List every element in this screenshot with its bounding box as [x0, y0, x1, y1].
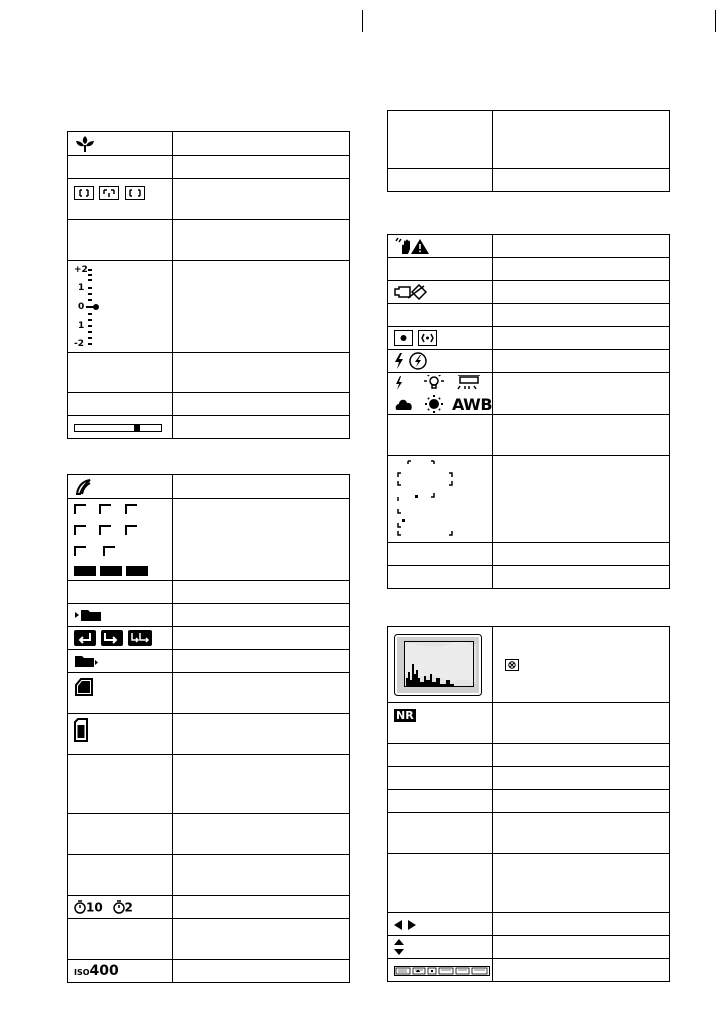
blank-cell [388, 854, 493, 913]
desc-cell [173, 896, 350, 919]
desc-cell [493, 703, 670, 744]
battery-warning-cell [388, 281, 493, 304]
image-size-frame-icons [74, 502, 154, 578]
blank-cell [68, 855, 173, 896]
desc-cell [173, 755, 350, 814]
desc-cell [493, 169, 670, 192]
desc-cell [173, 855, 350, 896]
desc-cell [493, 111, 670, 169]
indicator-table-5 [387, 626, 670, 982]
picture-effect-bar-icon [394, 966, 490, 976]
flash-cell [388, 350, 493, 373]
blank-cell [388, 790, 493, 813]
zoom-bar-cell [68, 416, 173, 439]
exposure-scale-icon [74, 265, 114, 349]
blank-cell [388, 304, 493, 327]
blank-cell [68, 353, 173, 393]
desc-cell [493, 235, 670, 258]
self-timer-10-label: 10 [86, 900, 103, 915]
flash-mode-icons [394, 352, 430, 370]
desc-cell [493, 854, 670, 913]
crop-mark-right [715, 10, 716, 32]
histogram-icon [394, 634, 482, 696]
desc-cell [493, 566, 670, 589]
blank-cell [388, 258, 493, 281]
effect-bar-cell [388, 959, 493, 982]
blank-cell [388, 566, 493, 589]
desc-cell [173, 919, 350, 960]
self-timer-icon [74, 900, 133, 915]
arrows-lr-cell [388, 913, 493, 936]
nr-label: NR [396, 709, 414, 722]
desc-cell [173, 179, 350, 220]
desc-cell [173, 475, 350, 499]
desc-cell [173, 960, 350, 983]
blank-cell [388, 744, 493, 767]
blank-cell [388, 543, 493, 566]
blank-cell [388, 813, 493, 854]
blank-cell [388, 169, 493, 192]
blank-cell [388, 415, 493, 456]
blank-cell [68, 393, 173, 416]
blank-cell [68, 156, 173, 179]
blank-cell [68, 220, 173, 261]
iso-cell [68, 960, 173, 983]
desc-cell [493, 415, 670, 456]
card-cell [68, 714, 173, 755]
white-balance-cell [388, 373, 493, 415]
desc-cell [493, 627, 670, 703]
up-down-arrows-icon [394, 939, 404, 955]
metering-mode-icons [394, 330, 438, 346]
left-right-arrows-icon [394, 920, 416, 930]
desc-cell [173, 714, 350, 755]
nr-cell [388, 703, 493, 744]
indicator-table-3 [387, 110, 670, 192]
desc-cell [493, 936, 670, 959]
desc-cell [173, 673, 350, 714]
desc-cell [493, 327, 670, 350]
iso-value: 400 [89, 963, 119, 979]
noise-reduction-icon [394, 709, 416, 722]
blank-cell [68, 814, 173, 855]
self-timer-cell [68, 896, 173, 919]
histogram-cell [388, 627, 493, 703]
desc-cell [493, 813, 670, 854]
crop-mark-left [362, 10, 363, 32]
internal-memory-icon [74, 678, 94, 696]
next-folder-icon [74, 654, 98, 668]
desc-cell [493, 767, 670, 790]
blank-cell [68, 919, 173, 960]
af-range-finder-frame-icons [74, 186, 146, 200]
ev-label-1a: 1 [78, 282, 85, 293]
battery-warning-icon [394, 284, 428, 300]
ev-label-minus2: -2 [74, 338, 84, 349]
desc-cell [173, 132, 350, 156]
indicator-table-1 [67, 131, 350, 439]
zoom-scaling-bar-icon [74, 424, 162, 432]
memory-card-icon [74, 718, 88, 742]
blank-cell [68, 581, 173, 604]
image-size-cell [68, 499, 173, 581]
picture-quality-icon [74, 478, 92, 496]
desc-cell [493, 456, 670, 543]
protect-icon [505, 659, 519, 671]
desc-cell [173, 650, 350, 673]
camera-shake-warning-icon [394, 237, 430, 255]
desc-cell [173, 261, 350, 353]
recording-folder-icon [74, 608, 102, 622]
desc-cell [173, 393, 350, 416]
iso-label: ISO [74, 968, 90, 977]
self-timer-2-label: 2 [124, 900, 133, 915]
folder-next-cell [68, 650, 173, 673]
blank-cell [68, 755, 173, 814]
macro-flower-icon [74, 135, 96, 153]
af-frame-cell [68, 179, 173, 220]
blank-cell [388, 111, 493, 169]
desc-cell [493, 258, 670, 281]
desc-cell [173, 353, 350, 393]
ev-label-0: 0 [78, 301, 85, 312]
desc-cell [493, 281, 670, 304]
ev-label-1b: 1 [78, 320, 85, 331]
desc-cell [493, 373, 670, 415]
arrows-ud-cell [388, 936, 493, 959]
folder-cell [68, 604, 173, 627]
shake-cell [388, 235, 493, 258]
desc-cell [173, 220, 350, 261]
desc-cell [493, 304, 670, 327]
af-grid-cell [388, 456, 493, 543]
image-attribute-cell [68, 627, 173, 650]
desc-cell [173, 416, 350, 439]
desc-cell [493, 790, 670, 813]
desc-cell [493, 350, 670, 373]
ev-label-plus2: +2 [74, 264, 88, 275]
desc-cell [493, 959, 670, 982]
white-balance-icons [394, 375, 493, 414]
iso-icon [74, 963, 119, 979]
desc-cell [493, 744, 670, 767]
ev-scale-cell [68, 261, 173, 353]
desc-cell [173, 814, 350, 855]
af-frame-indicator-icon [394, 459, 458, 539]
quality-cell [68, 475, 173, 499]
desc-cell [173, 604, 350, 627]
image-attribute-icons [74, 630, 154, 646]
desc-cell [173, 581, 350, 604]
blank-cell [388, 767, 493, 790]
desc-cell [493, 543, 670, 566]
macro-cell [68, 132, 173, 156]
desc-cell [173, 627, 350, 650]
metering-cell [388, 327, 493, 350]
desc-cell [493, 913, 670, 936]
desc-cell [173, 499, 350, 581]
desc-cell [173, 156, 350, 179]
memory-cell [68, 673, 173, 714]
awb-label: AWB [452, 394, 493, 414]
indicator-table-2 [67, 474, 350, 983]
indicator-table-4 [387, 234, 670, 589]
